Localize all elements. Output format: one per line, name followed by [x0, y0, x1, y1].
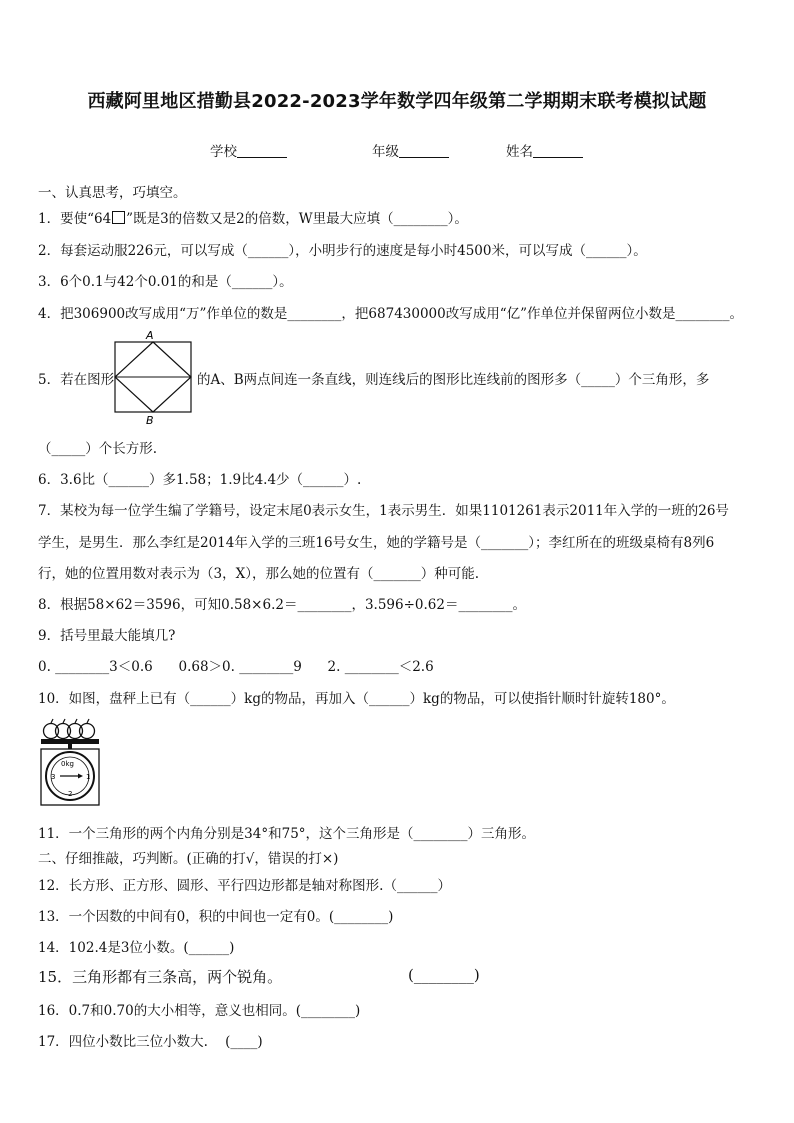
platform-scale-figure — [38, 717, 110, 807]
school-field — [210, 140, 287, 160]
question-11: 11．一个三角形的两个内角分别是34°和75°，这个三角形是（________）三角形。 — [38, 826, 536, 842]
question-17: 17．四位小数比三位小数大. (____) — [38, 1034, 263, 1050]
question-1-part-a: 1．要使“64 — [38, 211, 112, 227]
question-12: 12．长方形、正方形、圆形、平行四边形都是轴对称图形.（______） — [38, 878, 451, 894]
question-16: 16．0.7和0.70的大小相等，意义也相同。(________) — [38, 1003, 361, 1019]
school-blank[interactable] — [237, 143, 287, 158]
question-5-part-b: 的A、B两点间连一条直线，则连线后的图形比连线前的图形多（_____）个三角形，多 — [197, 372, 710, 388]
scale-stem — [68, 744, 72, 749]
question-4: 4．把306900改写成用“万”作单位的数是________，把687430000改写成用“亿”作单位并保留两位小数是________。 — [38, 306, 744, 322]
fruit-on-scale — [44, 719, 95, 739]
question-6: 6．3.6比（______）多1.58；1.9比4.4少（______）. — [38, 472, 362, 488]
question-10: 10．如图，盘秤上已有（______）kg的物品，再加入（______）kg的物品，可以使指针顺时针旋转180°。 — [38, 691, 675, 707]
square-box-icon — [112, 211, 125, 224]
grade-blank[interactable] — [399, 143, 449, 158]
question-2: 2．每套运动服226元，可以写成（______），小明步行的速度是每小时4500米，可以写成（______）。 — [38, 243, 647, 259]
point-b-label: B — [146, 414, 154, 426]
question-9-parts: 0. ________3＜0.6 0.68＞0. ________9 2. ________＜2.6 — [38, 659, 434, 675]
point-a-label: A — [146, 329, 154, 342]
question-7-line-3: 行，她的位置用数对表示为（3，X），那么她的位置有（_______）种可能. — [38, 566, 479, 582]
question-13: 13．一个因数的中间有0，积的中间也一定有0。(________) — [38, 909, 394, 925]
school-label: 学校 — [210, 144, 237, 160]
scale-zero-label: 0kg — [61, 760, 74, 768]
question-1 — [38, 207, 468, 227]
name-blank[interactable] — [533, 143, 583, 158]
pointer-arrow-icon — [78, 774, 83, 779]
scale-label-3: 3 — [51, 773, 56, 781]
section-2-heading: 二、仔细推敲，巧判断。(正确的打√，错误的打×) — [38, 851, 339, 867]
question-15-text: 15．三角形都有三条高，两个锐角。 — [38, 968, 283, 986]
question-7-line-1: 7．某校为每一位学生编了学籍号，设定末尾0表示女生，1表示男生．如果1101261表示2011年入学的一班的26号 — [38, 503, 729, 519]
question-1-part-b: ”既是3的倍数又是2的倍数，W里最大应填（________）。 — [126, 211, 468, 227]
scale-pan — [41, 739, 99, 744]
question-9-stem: 9．括号里最大能填几? — [38, 628, 176, 644]
question-5-line-2: （_____）个长方形. — [38, 441, 158, 457]
question-15-answer-blank[interactable]: (________) — [408, 966, 480, 984]
name-label: 姓名 — [506, 144, 533, 160]
question-3: 3．6个0.1与42个0.01的和是（______）。 — [38, 274, 293, 290]
section-1-heading: 一、认真思考，巧填空。 — [38, 185, 187, 201]
question-5-line-1 — [38, 368, 114, 388]
question-14: 14．102.4是3位小数。(______) — [38, 940, 235, 956]
question-5-part-a: 5．若在图形 — [38, 372, 115, 388]
grade-field — [372, 140, 449, 160]
grade-label: 年级 — [372, 144, 399, 160]
question-7-line-2: 学生，是男生．那么李红是2014年入学的三班16号女生，她的学籍号是（_______）；李红所在的班级桌椅有8列6 — [38, 535, 715, 551]
name-field — [506, 140, 583, 160]
rectangle-diamond-figure — [108, 328, 198, 426]
page-title: 西藏阿里地区措勤县2022-2023学年数学四年级第二学期期末联考模拟试题 — [87, 91, 707, 112]
scale-label-1: 1 — [86, 773, 91, 781]
question-8: 8．根据58×62＝3596，可知0.58×6.2＝________，3.596÷0.62＝________。 — [38, 597, 526, 613]
scale-label-2: 2 — [68, 790, 73, 798]
